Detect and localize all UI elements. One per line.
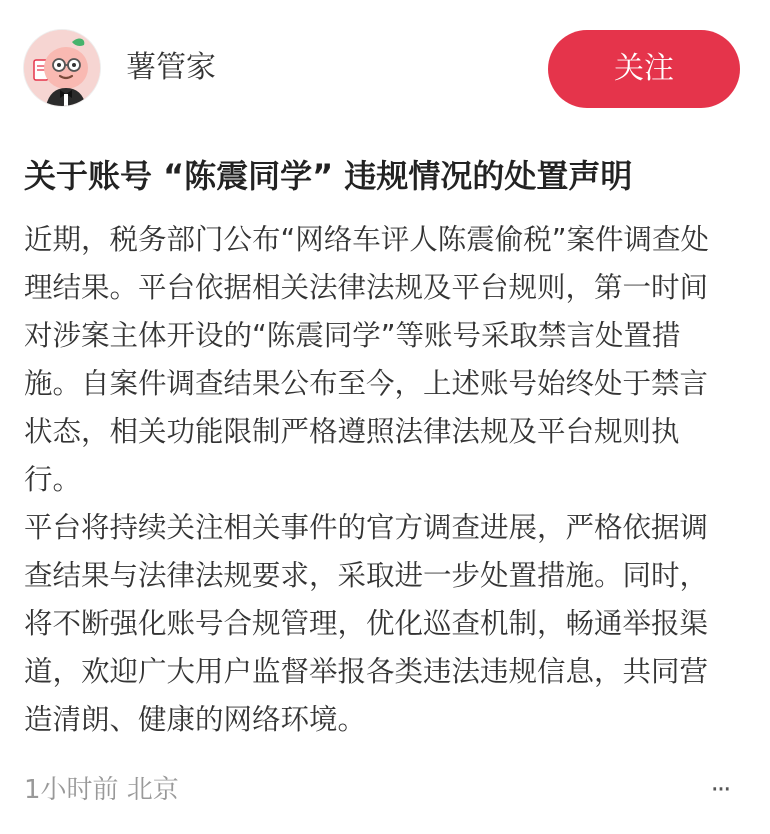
pig-mascot-avatar-icon: [24, 30, 100, 106]
post-paragraph: 近期，税务部门公布“网络车评人陈震偷税”案件调查处理结果。平台依据相关法律法规及平台规则，第一时间对涉案主体开设的“陈震同学”等账号采取禁言处置措施。自案件调查结果公布至今，上述账号始终处于禁言状态，相关功能限制严格遵照法律法规及平台规则执行。: [24, 223, 710, 496]
follow-button[interactable]: 关注: [548, 30, 740, 108]
author-name[interactable]: 薯管家: [126, 50, 216, 85]
more-options-icon[interactable]: ···: [710, 775, 730, 805]
post-header: [0, 0, 770, 140]
post-meta: 1小时前 北京: [24, 775, 179, 805]
post-title: 关于账号 “陈震同学” 违规情况的处置声明: [24, 157, 633, 195]
post-paragraph: 平台将持续关注相关事件的官方调查进展，严格依据调查结果与法律法规要求，采取进一步处置措施。同时，将不断强化账号合规管理，优化巡查机制，畅通举报渠道，欢迎广大用户监督举报各类违法违规信息，共同营造清朗、健康的网络环境。: [24, 511, 709, 736]
post-body: [24, 216, 736, 744]
post-footer: [24, 768, 746, 812]
author-avatar[interactable]: [24, 30, 100, 106]
